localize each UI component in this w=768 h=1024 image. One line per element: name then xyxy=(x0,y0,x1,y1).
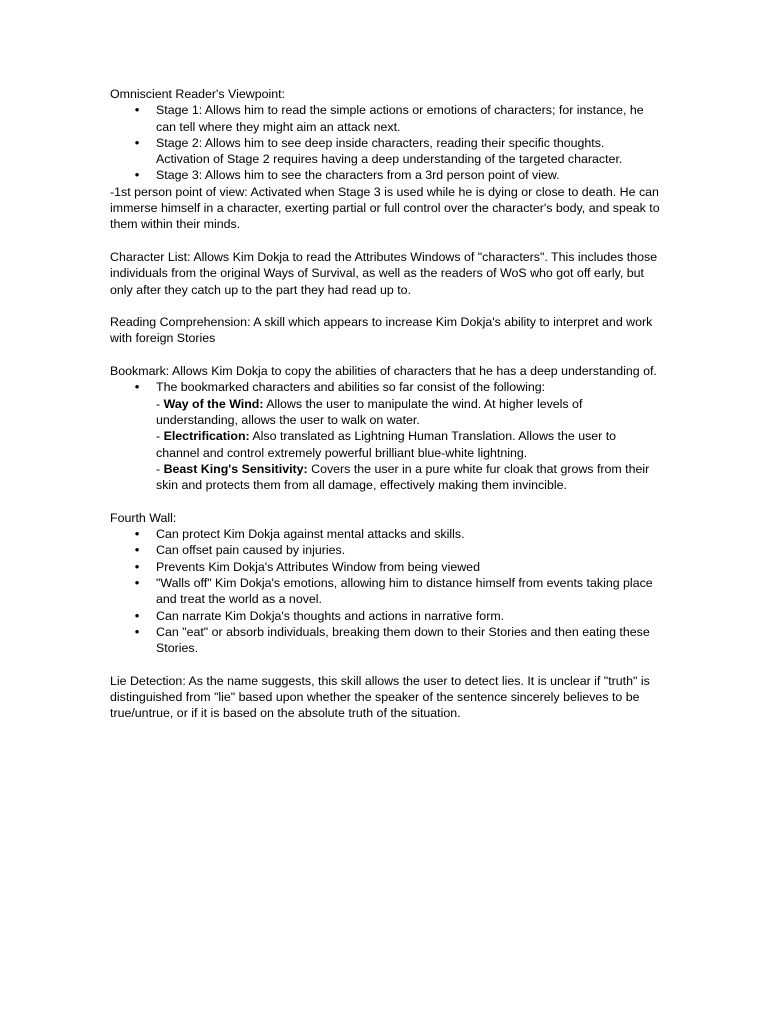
list-item xyxy=(110,624,660,657)
bullet-icon: • xyxy=(134,168,140,183)
ability-prefix: - xyxy=(156,429,164,444)
ability-entry xyxy=(156,461,660,494)
bullet-icon: • xyxy=(134,624,140,639)
stage-text: Stage 3: Allows him to see the characters from a 3rd person point of view. xyxy=(156,168,560,183)
bullet-icon: • xyxy=(134,543,140,558)
character-list-paragraph: Character List: Allows Kim Dokja to read the Attributes Windows of "characters". This includes those individuals from the original Ways of Survival, as well as the readers of WoS who got off early, but only after they catch up to the part they had read up to. xyxy=(110,249,658,297)
ability-entry xyxy=(156,396,660,429)
list-item xyxy=(110,135,660,168)
fourth-wall-item: Can "eat" or absorb individuals, breaking them down to their Stories and then eating these Stories. xyxy=(156,624,650,656)
stage-text: Stage 1: Allows him to read the simple actions or emotions of characters; for instance, he can tell where they might aim an attack next. xyxy=(156,103,644,134)
ability-desc: Also translated as Lightning Human Translation. Allows the user to channel and control extremely powerful brilliant blue-white lightning. xyxy=(156,429,617,460)
bullet-icon: • xyxy=(134,527,140,542)
lie-detection-paragraph: Lie Detection: As the name suggests, this skill allows the user to detect lies. It is unclear if "truth" is distinguished from "lie" based upon whether the speaker of the sentence sincerely believes to be true/untrue, or if it is based on the absolute truth of the situation. xyxy=(110,673,650,721)
fourth-wall-item: "Walls off" Kim Dokja's emotions, allowing him to distance himself from events taking place and treat the world as a novel. xyxy=(156,575,653,607)
ability-prefix: - xyxy=(156,461,164,476)
bullet-icon: • xyxy=(134,103,140,118)
fourth-wall-heading: Fourth Wall: xyxy=(110,510,177,525)
orv-stage-list xyxy=(110,102,660,183)
spacer xyxy=(110,233,660,249)
list-item xyxy=(110,526,660,542)
fourth-wall-item: Prevents Kim Dokja's Attributes Window from being viewed xyxy=(156,559,480,574)
ability-entry xyxy=(156,428,660,461)
bullet-icon: • xyxy=(134,559,140,574)
ability-name: Electrification: xyxy=(163,429,250,444)
spacer xyxy=(110,656,660,672)
bullet-icon: • xyxy=(134,135,140,150)
list-item xyxy=(110,102,660,135)
list-item xyxy=(110,379,660,493)
fourth-wall-item: Can narrate Kim Dokja's thoughts and actions in narrative form. xyxy=(156,608,505,623)
ability-desc: Allows the user to manipulate the wind. At higher levels of understanding, allows the user to walk on water. xyxy=(156,396,583,427)
bookmark-list-intro: The bookmarked characters and abilities so far consist of the following: xyxy=(156,380,546,395)
stage-text: Stage 2: Allows him to see deep inside characters, reading their specific thoughts. Activation of Stage 2 requires having a deep understanding of the targeted character. xyxy=(156,135,623,167)
bullet-icon: • xyxy=(134,380,140,395)
orv-heading: Omniscient Reader's Viewpoint: xyxy=(110,87,285,101)
fourth-wall-item: Can protect Kim Dokja against mental attacks and skills. xyxy=(156,527,465,542)
reading-comprehension-paragraph: Reading Comprehension: A skill which appears to increase Kim Dokja's ability to interpret and work with foreign Stories xyxy=(110,315,653,346)
spacer xyxy=(110,347,660,363)
spacer xyxy=(110,493,660,509)
bullet-icon: • xyxy=(134,608,140,623)
list-item xyxy=(110,167,660,183)
bullet-icon: • xyxy=(134,575,140,590)
list-item xyxy=(110,575,660,608)
fourth-wall-item: Can offset pain caused by injuries. xyxy=(156,543,346,558)
ability-name: Beast King's Sensitivity: xyxy=(163,461,308,476)
spacer xyxy=(110,298,660,314)
fourth-wall-list xyxy=(110,526,660,656)
ability-name: Way of the Wind: xyxy=(163,396,264,411)
ability-prefix: - xyxy=(156,396,164,411)
first-person-paragraph: -1st person point of view: Activated when Stage 3 is used while he is dying or close to death. He can immerse himself in a character, exerting partial or full control over the character's body, and speak to them within their minds. xyxy=(110,184,660,232)
document-page xyxy=(110,86,660,722)
ability-desc: Covers the user in a pure white fur cloak that grows from their skin and protects them from all damage, effectively making them invincible. xyxy=(156,461,650,493)
bookmark-intro: Bookmark: Allows Kim Dokja to copy the abilities of characters that he has a deep understanding of. xyxy=(110,364,657,379)
list-item xyxy=(110,559,660,575)
list-item xyxy=(110,608,660,624)
list-item xyxy=(110,542,660,558)
bookmark-list xyxy=(110,379,660,493)
